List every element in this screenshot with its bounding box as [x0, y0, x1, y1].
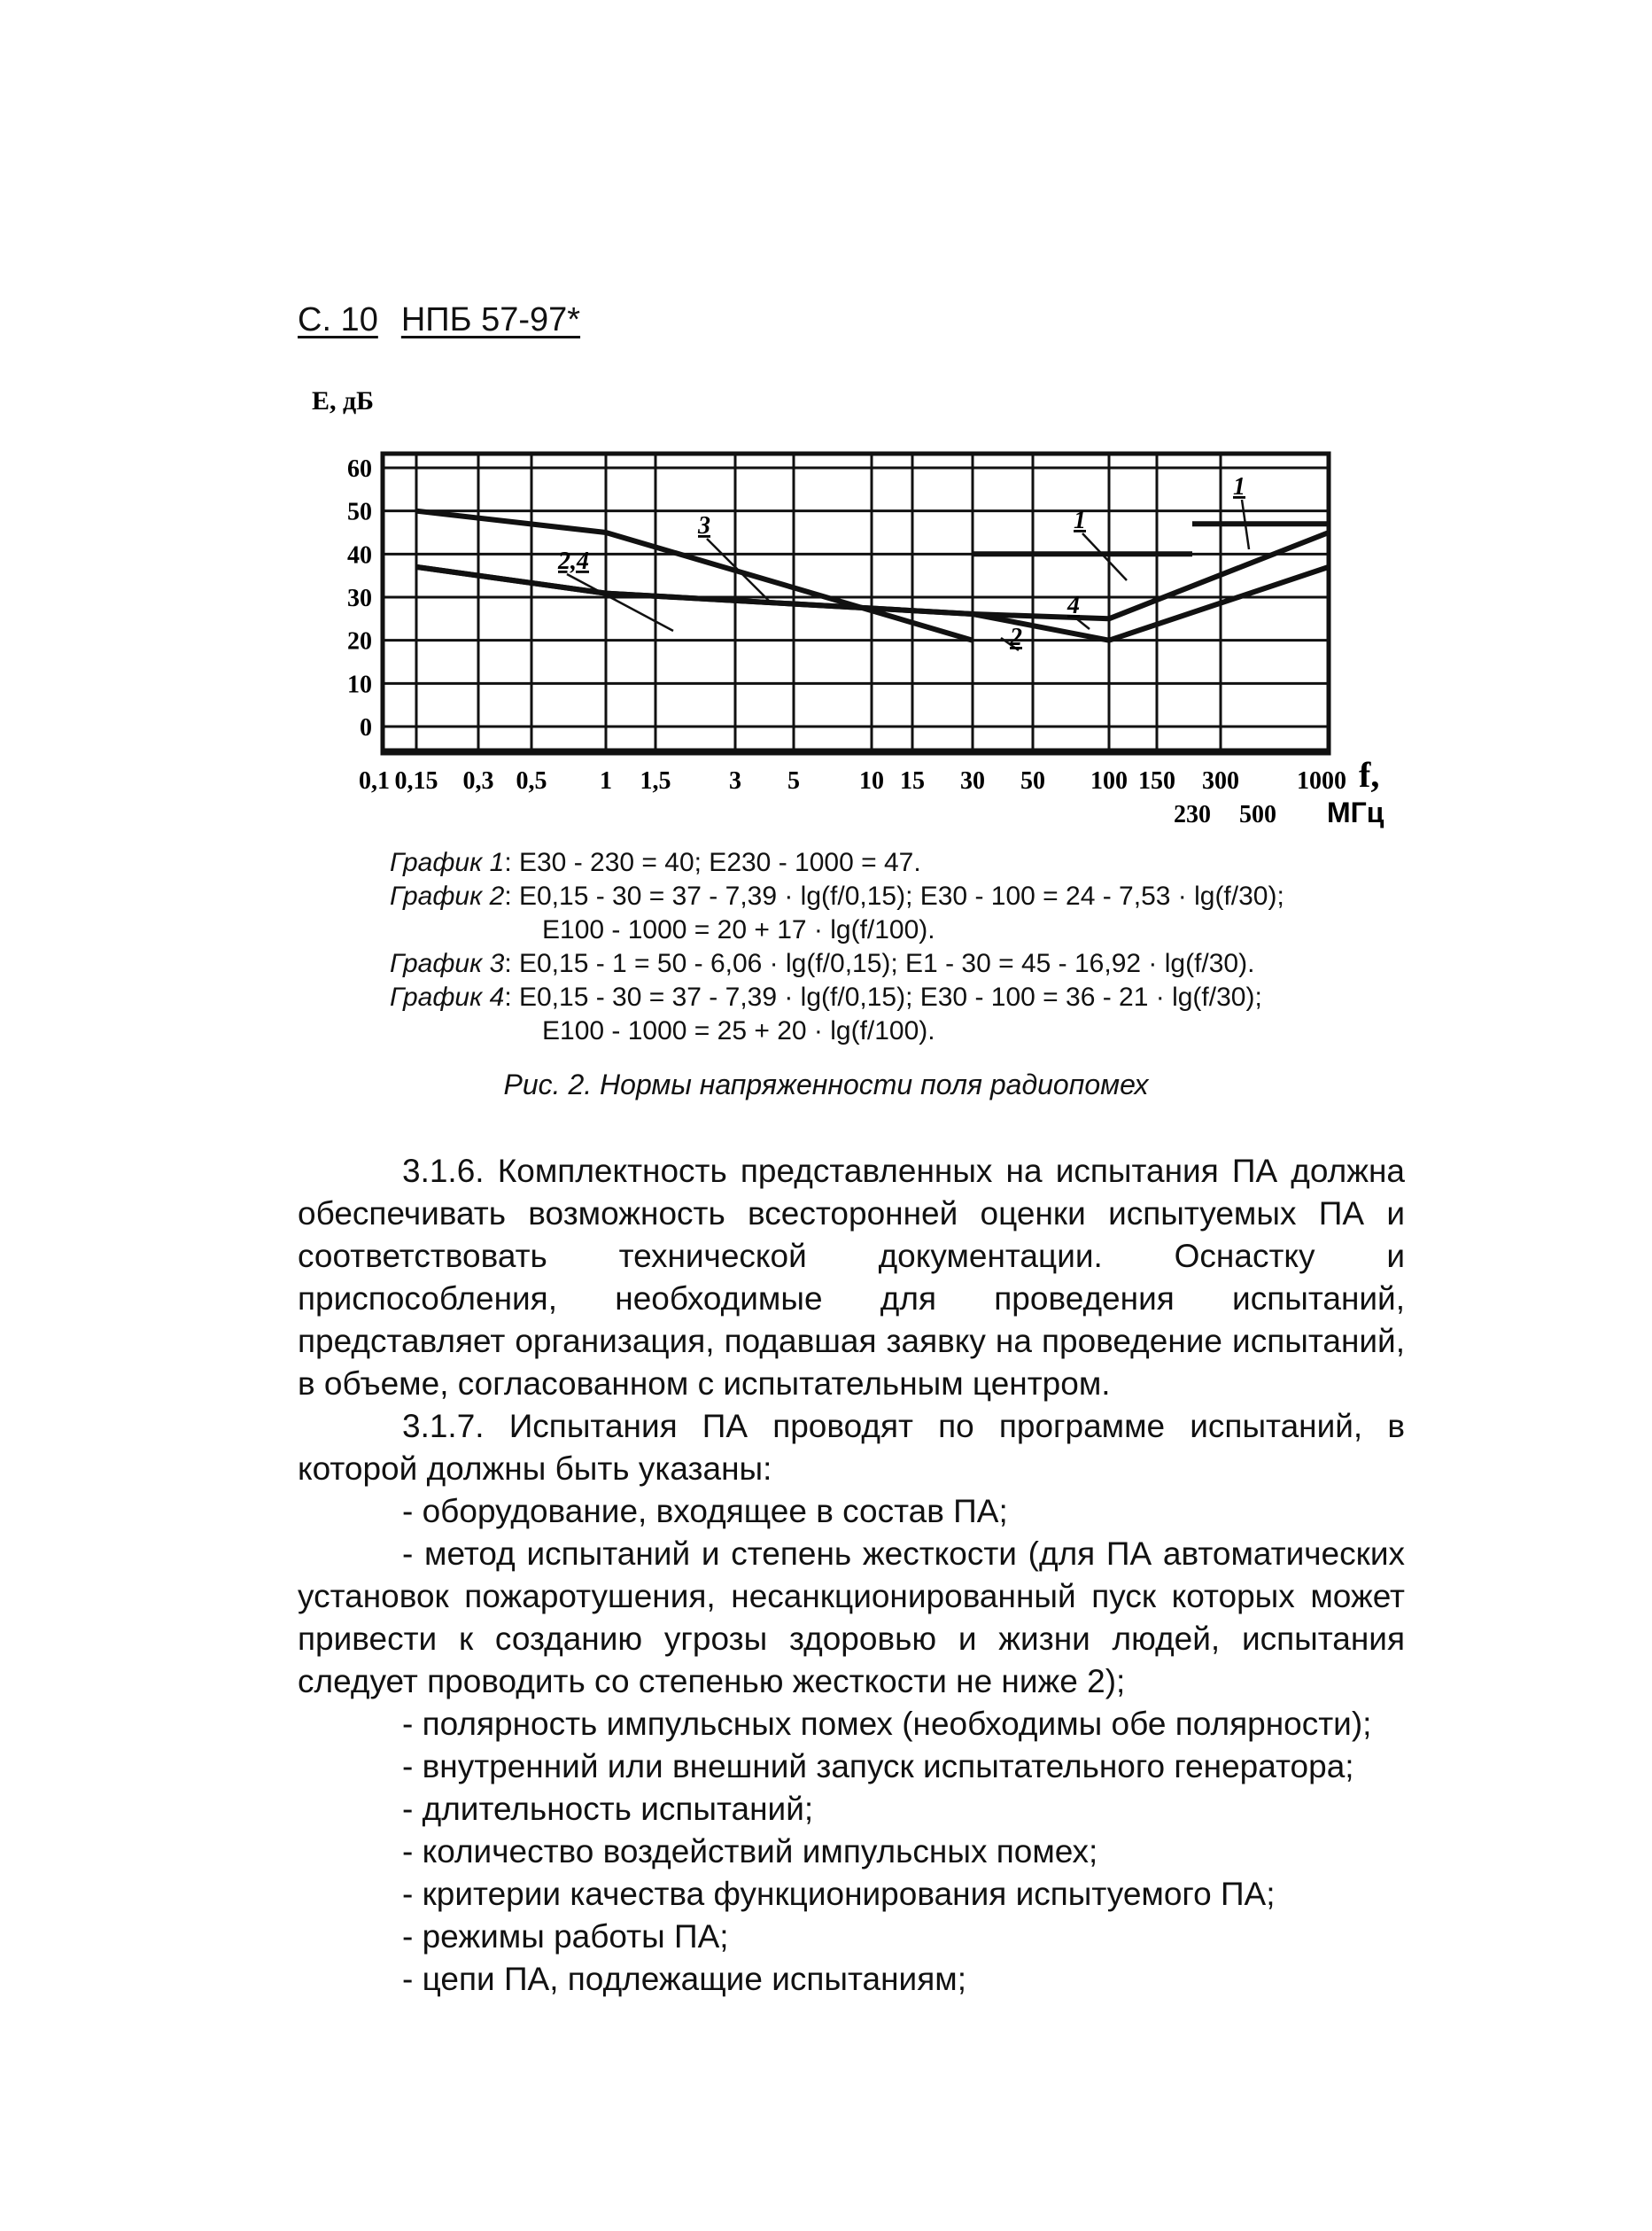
x-tick-label: 150 — [1138, 767, 1175, 795]
list-item: - метод испытаний и степень жесткости (для ПА автоматических установок пожаротушения, несанкционированный пуск которых может привести к созданию угрозы здоровью и жизни людей, испытания следует проводить со степенью жесткости не ниже 2); — [298, 1535, 1405, 1699]
curve-label: 1 — [1233, 473, 1245, 501]
x-tick-label: 50 — [1020, 767, 1045, 795]
paragraph-3-1-6: 3.1.6. Комплектность представленных на испытания ПА должна обеспечивать возможность всесторонней оценки испытуемых ПА и соответствовать технической документации. Оснастку и приспособления, необходимые для проведения испытаний, представляет организация, подавшая заявку на проведение испытаний, в объеме, согласованном с испытательным центром. — [298, 1153, 1405, 1402]
formula-text: E100 - 1000 = 20 + 17 · lg(f/100). — [542, 915, 935, 944]
curve-label: 2 — [1010, 624, 1022, 651]
formula-line — [390, 947, 1284, 981]
y-tick-label: 60 — [347, 455, 372, 483]
x-tick-label: 0,3 — [462, 767, 494, 795]
formula-text: : E0,15 - 1 = 50 - 6,06 · lg(f/0,15); E1 - 30 = 45 - 16,92 · lg(f/30). — [504, 949, 1255, 978]
document-code: НПБ 57-97* — [400, 301, 581, 338]
list-item: - цепи ПА, подлежащие испытаниям; — [402, 1961, 966, 1997]
list-item: - оборудование, входящее в состав ПА; — [402, 1493, 1008, 1529]
chart-curve-labels — [557, 473, 1249, 651]
x-tick-label: 1 — [600, 767, 612, 795]
list-item: - внутренний или внешний запуск испытательного генератора; — [402, 1748, 1354, 1784]
list-item: - полярность импульсных помех (необходимы обе полярности); — [402, 1706, 1372, 1742]
x-tick-label: 100 — [1090, 767, 1128, 795]
x-tick-label: 500 — [1239, 801, 1276, 828]
formula-text: : E0,15 - 30 = 37 - 7,39 · lg(f/0,15); E30 - 100 = 36 - 21 · lg(f/30); — [504, 983, 1262, 1012]
y-tick-label: 30 — [347, 585, 372, 612]
formula-line — [390, 913, 1284, 947]
x-tick-label: 10 — [859, 767, 884, 795]
formula-text: : E0,15 - 30 = 37 - 7,39 · lg(f/0,15); E30 - 100 = 24 - 7,53 · lg(f/30); — [504, 882, 1284, 911]
x-tick-label: 0,1 — [359, 767, 390, 795]
figure-caption: Рис. 2. Нормы напряженности поля радиопомех — [503, 1069, 1149, 1100]
x-tick-label: 1000 — [1297, 767, 1346, 795]
series-line-1 — [973, 524, 1329, 554]
curve-label-leader — [1082, 533, 1127, 580]
curve-label: 1 — [1074, 507, 1086, 534]
formula-label: График 4 — [390, 983, 505, 1012]
list-item: - количество воздействий импульсных помех; — [402, 1833, 1098, 1870]
field-strength-chart — [0, 0, 1652, 851]
x-tick-label: 1,5 — [640, 767, 671, 795]
curve-label-leader — [707, 539, 771, 602]
x-tick-label: 230 — [1174, 801, 1211, 828]
list-item: - режимы работы ПА; — [402, 1918, 729, 1955]
y-tick-label: 0 — [360, 714, 372, 742]
program-items-list — [298, 1490, 1405, 2001]
formula-line — [390, 981, 1284, 1014]
formula-text: : E30 - 230 = 40; E230 - 1000 = 47. — [504, 848, 921, 877]
paragraph-3-1-7: 3.1.7. Испытания ПА проводят по программе испытаний, в которой должны быть указаны: — [298, 1408, 1405, 1487]
formula-label: График 2 — [390, 882, 505, 911]
curve-label-leader — [567, 574, 673, 631]
x-axis-label: f, — [1359, 755, 1380, 795]
curve-label: 3 — [698, 512, 710, 540]
list-item: - критерии качества функционирования испытуемого ПА; — [402, 1876, 1276, 1912]
y-tick-label: 20 — [347, 627, 372, 656]
series-line-3 — [416, 511, 973, 641]
x-tick-label: 30 — [960, 767, 985, 795]
x-tick-label: 300 — [1202, 767, 1239, 795]
y-axis-label: Е, дБ — [312, 386, 375, 416]
y-tick-label: 10 — [347, 671, 372, 699]
curve-label: 4 — [1067, 592, 1080, 619]
formula-label: График 3 — [390, 949, 505, 978]
x-axis-unit: МГц — [1327, 797, 1384, 828]
x-tick-label: 0,5 — [516, 767, 547, 795]
chart-formulas — [390, 846, 1284, 1048]
formula-line — [390, 1014, 1284, 1048]
y-tick-label: 50 — [347, 498, 372, 526]
x-tick-label: 15 — [900, 767, 925, 795]
curve-label: 2,4 — [558, 548, 589, 575]
y-tick-label: 40 — [347, 541, 372, 570]
x-tick-label: 5 — [787, 767, 800, 795]
x-tick-label: 0,15 — [394, 767, 438, 795]
formula-line — [390, 880, 1284, 913]
list-item: - длительность испытаний; — [402, 1791, 814, 1827]
page-number: С. 10 — [298, 301, 378, 338]
formula-label: График 1 — [390, 848, 505, 877]
x-tick-label: 3 — [729, 767, 741, 795]
formula-line — [390, 846, 1284, 880]
formula-text: E100 - 1000 = 25 + 20 · lg(f/100). — [542, 1016, 935, 1046]
body-text — [298, 1150, 1405, 2001]
